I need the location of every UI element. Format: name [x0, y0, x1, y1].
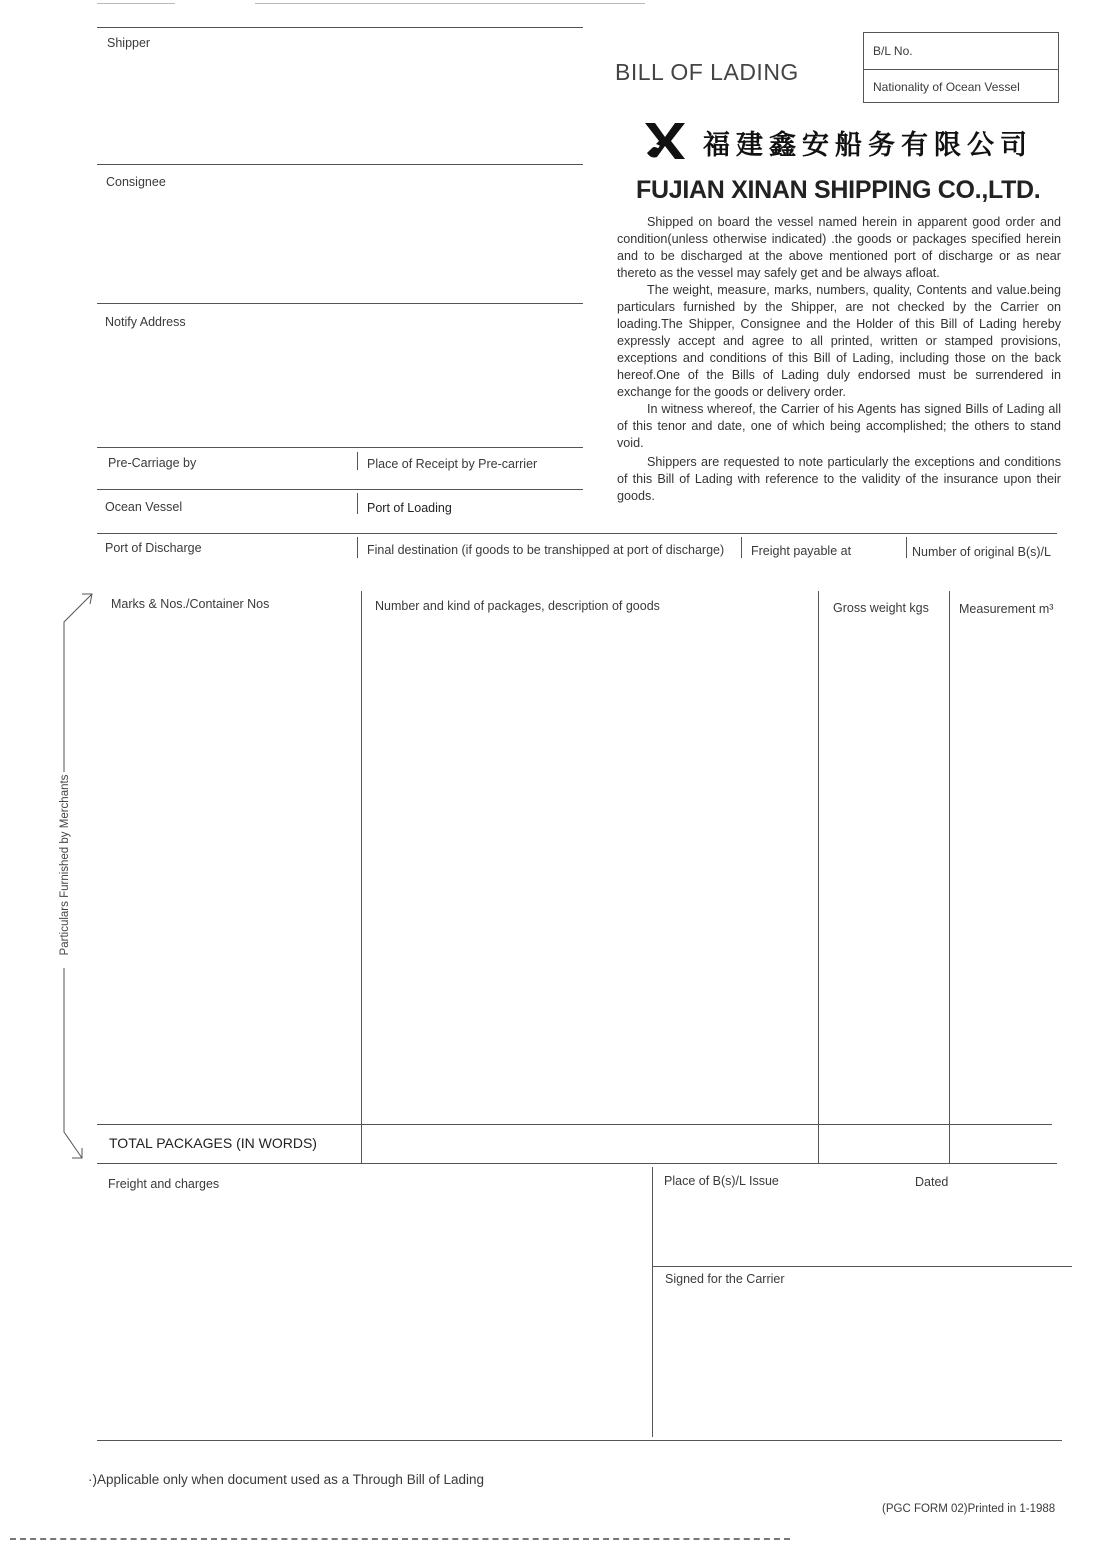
total-row-bottom-line — [97, 1163, 1057, 1164]
shipper-label: Shipper — [107, 36, 151, 50]
discharge-top-line — [97, 533, 1057, 534]
document-title: BILL OF LADING — [615, 59, 799, 85]
terms-paragraph: Shipped on board the vessel named herein in apparent good order and condition(unless otherwise indicated) .the goods or packages specified herein and to be discharged at the above mentioned port of discharge or as near thereto as the vessel may safely get and be always afloat. — [617, 215, 1061, 280]
signed-carrier-label: Signed for the Carrier — [665, 1272, 785, 1286]
xinan-logo-icon — [643, 119, 687, 161]
vessel-top-line — [97, 489, 583, 490]
bottom-dashed-line — [10, 1538, 790, 1540]
gross-weight-header: Gross weight kgs — [833, 601, 929, 615]
consignee-label: Consignee — [106, 175, 166, 189]
bl-no-label: B/L No. — [873, 44, 913, 58]
pre-carriage-top-line — [97, 447, 583, 448]
measurement-header: Measurement m³ — [959, 602, 1054, 616]
footer-bottom-line — [97, 1440, 1062, 1441]
total-packages-label: TOTAL PACKAGES (IN WORDS) — [109, 1135, 317, 1151]
merchants-side-label: Particulars Furnished by Merchants — [59, 774, 71, 956]
cargo-divider-weight — [818, 591, 819, 1163]
freight-charges-label: Freight and charges — [108, 1177, 220, 1191]
footer-divider — [652, 1167, 653, 1437]
port-discharge-label: Port of Discharge — [105, 541, 202, 555]
notify-top-line — [97, 303, 583, 304]
total-row-top-line — [97, 1124, 1052, 1125]
dated-label: Dated — [915, 1175, 949, 1189]
vessel-divider — [357, 493, 358, 514]
discharge-divider-1 — [357, 537, 358, 558]
top-edge-line — [97, 3, 175, 4]
packages-header: Number and kind of packages, description of goods — [375, 599, 660, 613]
terms-paragraph: Shippers are requested to note particularly the exceptions and conditions of this Bill of Lading with reference to the validity of the insurance upon their goods. — [617, 455, 1061, 503]
shipper-top-line — [97, 27, 583, 28]
pre-carriage-divider — [357, 452, 358, 470]
bl-box-divider — [864, 69, 1058, 70]
port-loading-label: Port of Loading — [367, 501, 452, 515]
cargo-divider-measure — [949, 591, 950, 1163]
cargo-divider-packages — [361, 591, 362, 1163]
top-edge-line — [255, 3, 645, 4]
company-english-name: FUJIAN XINAN SHIPPING CO.,LTD. — [636, 176, 1041, 204]
pre-carriage-label: Pre-Carriage by — [108, 456, 197, 470]
company-chinese-name: 福建鑫安船务有限公司 — [703, 130, 1033, 161]
number-original-label: Number of original B(s)/L — [912, 545, 1051, 559]
ocean-vessel-label: Ocean Vessel — [105, 500, 183, 514]
discharge-divider-2 — [741, 537, 742, 558]
through-bl-note: ·)Applicable only when document used as a Through Bill of Lading — [88, 1472, 484, 1487]
nationality-label: Nationality of Ocean Vessel — [873, 80, 1020, 94]
place-issue-label: Place of B(s)/L Issue — [664, 1174, 779, 1188]
marks-header: Marks & Nos./Container Nos — [111, 597, 270, 611]
final-destination-label: Final destination (if goods to be transhipped at port of discharge) — [367, 543, 725, 557]
signed-top-line — [652, 1266, 1072, 1267]
freight-payable-label: Freight payable at — [751, 544, 852, 558]
place-receipt-label: Place of Receipt by Pre-carrier — [367, 457, 538, 471]
discharge-divider-3 — [906, 537, 907, 558]
bl-number-box — [863, 32, 1059, 103]
terms-paragraph: The weight, measure, marks, numbers, quality, Contents and value.being particulars furnished by the Shipper, are not checked by the Carrier on loading.The Shipper, Consignee and the Holder of this Bill of Lading hereby expressly accept and agree to all printed, written or stamped provisions, exceptions and conditions of this Bill of Lading, including those on the back hereof.One of the Bills of Lading duly endorsed must be surrendered in exchange for the goods or delivery order. — [617, 283, 1061, 399]
notify-label: Notify Address — [105, 315, 186, 329]
terms-text — [617, 214, 1061, 505]
terms-paragraph: In witness whereof, the Carrier of his Agents has signed Bills of Lading all of this tenor and date, one of which being accomplished; the others to stand void. — [617, 402, 1061, 450]
consignee-top-line — [97, 164, 583, 165]
form-id: (PGC FORM 02)Printed in 1-1988 — [882, 1503, 1056, 1515]
